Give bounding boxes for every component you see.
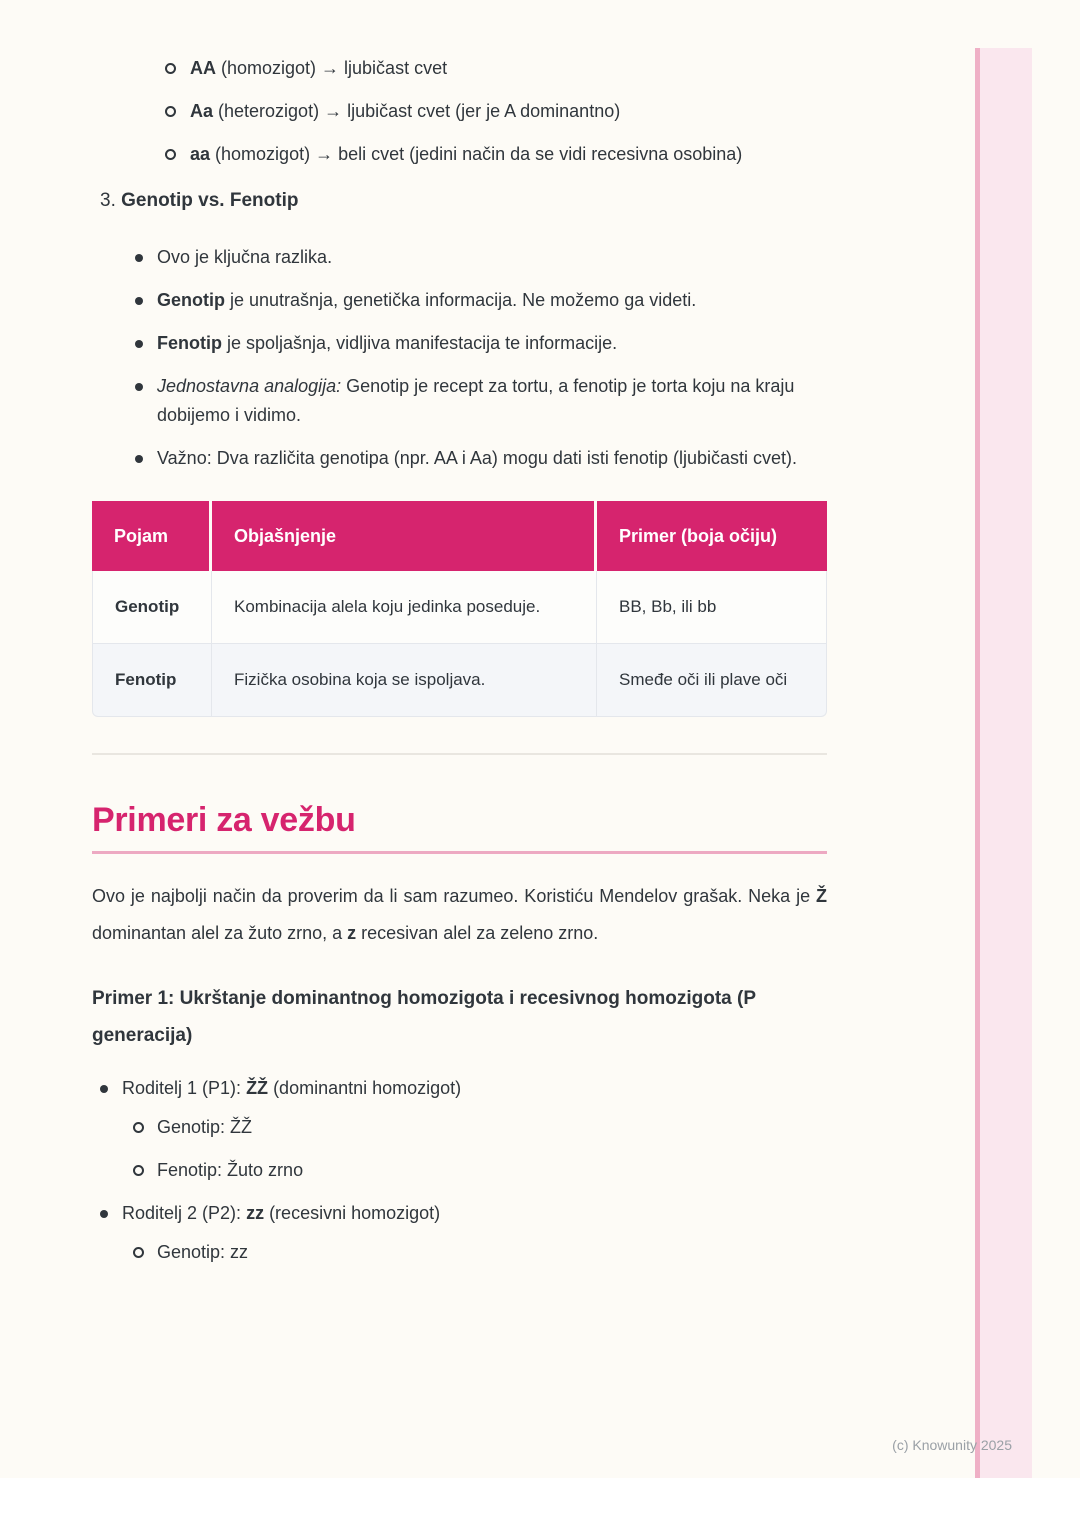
list-item-text: Ovo je ključna razlika. bbox=[157, 247, 333, 267]
table-row bbox=[92, 571, 827, 644]
parent2-sublist bbox=[122, 1238, 827, 1267]
intro-text: Ovo je najbolji način da proverim da li sam razumeo. Koristiću Mendelov grašak. Neka je bbox=[92, 886, 816, 906]
list-item bbox=[157, 286, 827, 315]
intro-text: recesivan alel za zeleno zrno. bbox=[356, 923, 599, 943]
list-item bbox=[157, 243, 827, 272]
list-item bbox=[157, 444, 827, 473]
genotype-code: aa bbox=[190, 144, 211, 164]
list-item-text: Važno: Dva različita genotipa (npr. AA i Aa) mogu dati isti fenotip (ljubičasti cvet). bbox=[157, 448, 797, 468]
list-item-parent1 bbox=[122, 1074, 827, 1185]
cell-objasnjenje: Kombinacija alela koju jedinka poseduje. bbox=[212, 571, 597, 644]
section-heading-genotip-vs-fenotip bbox=[100, 187, 827, 215]
heading-underline bbox=[92, 851, 827, 854]
table-header-objasnjenje: Objašnjenje bbox=[212, 501, 597, 571]
parent-label: Roditelj 1 (P1): bbox=[122, 1078, 247, 1098]
genotype-code: AA bbox=[190, 58, 216, 78]
page-content bbox=[92, 0, 827, 1281]
list-item-text: Genotip je recept za tortu, a fenotip je torta koju na kraju dobijemo i vidimo. bbox=[157, 376, 795, 425]
term: Genotip bbox=[157, 290, 225, 310]
cell-objasnjenje: Fizička osobina koja se ispoljava. bbox=[212, 644, 597, 717]
section-divider bbox=[92, 753, 827, 755]
list-item bbox=[157, 1113, 827, 1142]
list-item-text: (homozigot) → ljubičast cvet bbox=[216, 58, 448, 78]
list-item-text: je spoljašnja, vidljiva manifestacija te informacije. bbox=[222, 333, 618, 353]
cell-pojam: Fenotip bbox=[92, 644, 212, 717]
italic-lead: Jednostavna analogija: bbox=[157, 376, 342, 396]
cell-primer: BB, Bb, ili bb bbox=[597, 571, 827, 644]
parent-label: Roditelj 2 (P2): bbox=[122, 1203, 247, 1223]
primer1-parent-list bbox=[92, 1074, 827, 1267]
list-item bbox=[190, 54, 827, 83]
parent-desc: (dominantni homozigot) bbox=[268, 1078, 462, 1098]
genotip-fenotip-bullets bbox=[92, 243, 827, 473]
sub-item-text: Genotip: zz bbox=[157, 1242, 249, 1262]
list-item bbox=[157, 1156, 827, 1185]
genotype-code: Aa bbox=[190, 101, 214, 121]
section-title: Genotip vs. Fenotip bbox=[121, 190, 299, 211]
list-item bbox=[157, 1238, 827, 1267]
table-header-pojam: Pojam bbox=[92, 501, 212, 571]
table-header-primer: Primer (boja očiju) bbox=[597, 501, 827, 571]
list-item bbox=[190, 97, 827, 126]
list-item bbox=[157, 329, 827, 358]
page-title: Primeri za vežbu bbox=[92, 801, 356, 839]
list-item-text: (heterozigot) → ljubičast cvet (jer je A dominantno) bbox=[213, 101, 621, 121]
parent-desc: (recesivni homozigot) bbox=[264, 1203, 441, 1223]
list-item-parent2 bbox=[122, 1199, 827, 1267]
intro-paragraph bbox=[92, 878, 827, 952]
list-item bbox=[157, 372, 827, 430]
sub-item-text: Genotip: ŽŽ bbox=[157, 1117, 253, 1137]
allele-symbol-dominant: Ž bbox=[816, 886, 827, 906]
term: Fenotip bbox=[157, 333, 222, 353]
table-row bbox=[92, 644, 827, 717]
allele-symbol-recessive: z bbox=[347, 923, 357, 943]
intro-text: dominantan alel za žuto zrno, a bbox=[92, 923, 348, 943]
cell-pojam: Genotip bbox=[92, 571, 212, 644]
copyright-notice: (c) Knowunity 2025 bbox=[892, 1437, 1012, 1453]
parent-genotype: ŽŽ bbox=[246, 1078, 269, 1098]
decorative-pink-stripe bbox=[975, 48, 1032, 1478]
cell-primer: Smeđe oči ili plave oči bbox=[597, 644, 827, 717]
genotip-fenotip-table bbox=[92, 501, 827, 717]
parent-genotype: zz bbox=[246, 1203, 265, 1223]
parent1-sublist bbox=[122, 1113, 827, 1185]
sub-item-text: Fenotip: Žuto zrno bbox=[157, 1160, 304, 1180]
primer1-title: Primer 1: Ukrštanje dominantnog homozigota i recesivnog homozigota (P generacija) bbox=[92, 988, 756, 1046]
list-item-text: (homozigot) → beli cvet (jedini način da se vidi recesivna osobina) bbox=[210, 144, 743, 164]
table-header-row bbox=[92, 501, 827, 571]
list-item-text: je unutrašnja, genetička informacija. Ne možemo ga videti. bbox=[225, 290, 697, 310]
allele-list bbox=[92, 0, 827, 169]
list-item bbox=[190, 140, 827, 169]
section-number: 3. bbox=[100, 190, 122, 211]
